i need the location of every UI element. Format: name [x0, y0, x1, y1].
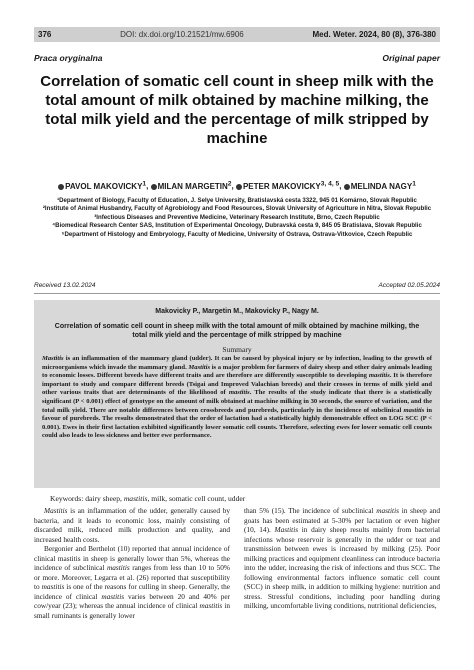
affiliation-item: ¹Department of Biology, Faculty of Education, J. Selye University, Bratislavská cesta 3322, 945 01 Komárno, Slovak Republic [57, 197, 417, 204]
body-paragraph [34, 506, 230, 544]
journal-citation: Med. Weter. 2024, 80 (8), 376-380 [312, 30, 436, 39]
affiliation-item: ³Infectious Diseases and Preventive Medicine, Veterinary Research Institute, Brno, Czech Republic [94, 213, 380, 221]
section-label-english: Original paper [382, 53, 440, 63]
summary-text [42, 355, 432, 441]
summary-fragment: is an inflammation of the mammary gland (udder). It can be caused by physical injury or by infection, leading to the growth of microorganisms which invade the mammary gland. [42, 355, 432, 371]
summary-fragment: is a major problem for farmers of dairy sheep and other dairy animals leading to economic losses. Different breeds have different traits and are therefore are differently susceptible to developing [42, 363, 432, 380]
author-affiliation-mark: 2 [227, 180, 232, 187]
author-affiliation-mark: 3, 4, 5 [320, 180, 340, 187]
affiliation-item: ⁵Department of Histology and Embryology, Faculty of Medicine, University of Ostrava, Ostrava-Vitkovice, Czech Republic [61, 230, 413, 238]
author-name: PAVOL MAKOVICKY [65, 181, 143, 191]
body-fragment: in sheep and goats has been estimated at 5-30% per lactation or even higher (10, 14). [244, 506, 440, 534]
article-title: Correlation of somatic cell count in sheep milk with the total amount of milk obtained by machine milking, the total milk yield and the percentage of milk stripped by machine [40, 73, 434, 147]
body-emphasis: mastitis [199, 601, 223, 610]
section-labels [34, 53, 440, 63]
accepted-date: Accepted 02.05.2024 [378, 282, 440, 289]
body-emphasis: mastitis [107, 563, 130, 572]
author-item[interactable] [344, 182, 416, 191]
summary-emphasis: mastitis [368, 372, 390, 380]
body-emphasis: mastitis [101, 591, 125, 601]
keywords [50, 494, 440, 503]
body-fragment: is one of the reasons for culling in sheep. Generally, the incidence of clinical [34, 582, 231, 601]
author-affiliation-mark: 1 [412, 180, 416, 187]
summary-emphasis: mastitis [403, 406, 425, 414]
summary-fragment: . It is therefore important to study and compare different breeds (Tsigai and Improved Valachian breeds) and their crosses in terms of milk yield and other various traits that are determinants of the likelihood of [42, 372, 432, 397]
affiliation-item: ²Institute of Animal Husbandry, Faculty of Agrobiology and Food Resources, Slovak University of Agriculture in Nitra, Slovak Republic [42, 205, 432, 213]
keyword-emphasis: mastitis [123, 494, 148, 503]
orcid-icon[interactable] [236, 184, 242, 190]
author-name: MELINDA NAGY [350, 181, 413, 191]
body-fragment: is an inflammation of the udder, generally caused by bacteria, and it leads to economic loss, mainly consisting of discarded milk, reduced milk production and quality, and increased health costs. [34, 506, 230, 544]
summary-emphasis: Mastitis [42, 355, 64, 362]
orcid-icon[interactable] [58, 184, 64, 190]
author-item[interactable] [151, 182, 232, 191]
body-emphasis: Mastitis [44, 506, 68, 515]
body-paragraph [34, 544, 230, 620]
body-emphasis: mastitis [376, 506, 399, 515]
summary-authors: Makovicky P., Margetin M., Makovicky P., Nagy M. [155, 308, 319, 315]
author-list: PAVOL MAKOVICKY$^1$, MILAN MARGETIN$^2$, PETER MAKOVICKY$^{3, 4, 5}$, MELINDA NAGY$^1$ [24, 180, 450, 191]
author-name: MILAN MARGETIN [157, 181, 228, 191]
section-label-polish: Praca oryginalna [34, 53, 103, 63]
author-item[interactable] [236, 182, 339, 191]
summary-box [34, 300, 440, 488]
keywords-label: Keywords: dairy sheep, [50, 494, 124, 503]
received-date: Received 13.02.2024 [34, 282, 96, 289]
body-emphasis: mastitis [41, 582, 65, 591]
doi-link[interactable]: DOI: dx.doi.org/10.21521/mw.6906 [120, 30, 244, 39]
page-number: 376 [38, 30, 52, 39]
affiliations [38, 197, 436, 239]
body-fragment: in small ruminants is generally lower [34, 601, 231, 620]
body-column-right [244, 506, 440, 611]
summary-emphasis: mastitis [228, 389, 250, 397]
body-fragment: ranges from less than 10 to 50% or more. Moreover, Legarra et al. (26) reported that susceptibility to [34, 563, 230, 591]
summary-fragment: in favour of purebreds. The results demonstrated that the order of lactation had a statistically highly demonstrable effect on LOG SCC (P < 0.001). Ewes in their first lactation exhibited significantly lower somatic cell counts. Therefore, selecting ewes for lower somatic cell counts could also leads to less sickness and better ewe performance. [42, 406, 432, 440]
summary-title: Correlation of somatic cell count in sheep milk with the total amount of milk obtained by machine milking, the total milk yield and the percentage of milk stripped by machine [54, 323, 420, 340]
summary-heading: Summary [222, 345, 252, 354]
orcid-icon[interactable] [151, 184, 157, 190]
author-item[interactable] [58, 182, 146, 191]
submission-dates [34, 282, 440, 289]
body-column-left [34, 506, 230, 620]
author-affiliation-mark: 1 [142, 180, 147, 187]
body-fragment: in dairy sheep results mainly from bacterial infections whose reservoir is generally in the udder or teat and transmission between ewes is increased by milking (25). Poor milking practices and equipment cleanliness can introduce bacteria into the udder, increasing the risk of infections and thus SCC. The following environmental factors influence somatic cell count (SCC) in sheep milk, in addition to milking hygiene: nutrition and stress. Stressful conditions, including poor handling during milking, uncomfortable living conditions, nutritional deficiencies, [244, 525, 440, 610]
affiliation-item: ⁴Biomedical Research Center SAS, Institution of Experimental Oncology, Dubravská cesta 9, 845 05 Bratislava, Slovak Republic [52, 222, 422, 230]
body-fragment: than 5% (15). The incidence of subclinical [244, 506, 377, 515]
body-emphasis: Mastitis [274, 525, 299, 534]
author-name: PETER MAKOVICKY [242, 181, 321, 191]
summary-emphasis: Mastitis [188, 363, 211, 371]
body-fragment: Bergonier and Berthelot (10) reported that annual incidence of clinical mastitis in sheep is generally lower than 5%, whereas the incidence of subclinical [34, 544, 230, 572]
divider [34, 293, 440, 294]
body-paragraph [244, 506, 440, 611]
body-fragment: varies between 20 and 40% per cow/year (23); whereas the annual incidence of clinical [34, 591, 231, 610]
summary-fragment: . The results of the study indicate that there is a statistically significant (P < 0.001) effect of genotype on the amount of milk obtained at machine milking in 30 seconds, the source of variation, and the total milk yield. There are notable differences between crossbreeds and purebreds, particularly in the incidence of subclinical [42, 389, 432, 414]
keywords-rest: , milk, somatic cell count, udder [147, 494, 246, 503]
orcid-icon[interactable] [344, 184, 350, 190]
running-header [34, 27, 440, 42]
